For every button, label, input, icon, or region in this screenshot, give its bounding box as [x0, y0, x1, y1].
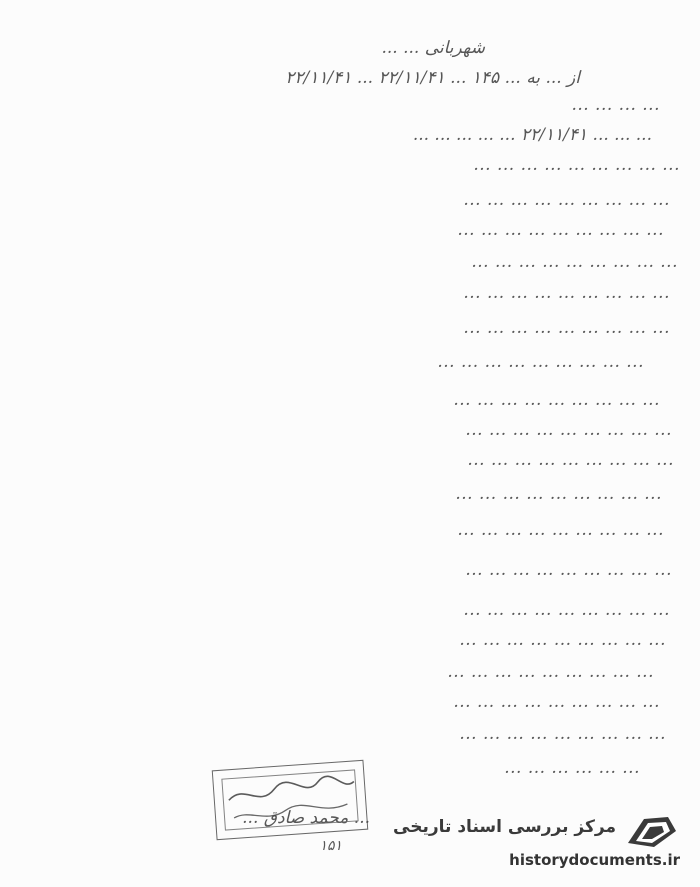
body-line: ... ... ... ... ... ... ... ... ...: [463, 283, 670, 303]
body-line: ... ... ... ... ... ... ... ... ...: [465, 420, 672, 440]
body-line: ... ... ... ... ... ... ... ... ...: [467, 450, 674, 470]
body-line: ... ... ... ... ... ... ... ... ...: [453, 692, 660, 712]
header-line-1: شهربانی ... ...: [381, 38, 485, 58]
body-line: ... ... ... ... ... ... ... ... ...: [447, 662, 654, 682]
body-line: ... ... ... ... ... ... ... ... ...: [473, 155, 680, 175]
body-line: ... ... ... ... ... ... ... ... ...: [459, 630, 666, 650]
body-line: ... ... ... ... ... ... ... ... ...: [471, 252, 678, 272]
body-line: ... ... ... ... ... ... ... ... ...: [465, 560, 672, 580]
archive-logo-icon: [624, 813, 680, 851]
body-line: ... ... ... ... ... ...: [504, 758, 640, 778]
body-line: ... ... ... ... ... ... ... ... ...: [463, 318, 670, 338]
body-line: ... ... ... ... ... ... ... ... ...: [463, 600, 670, 620]
body-line: ... ... ... ... ... ... ... ... ...: [453, 390, 660, 410]
body-line: ... ... ... ... ... ... ... ... ...: [457, 520, 664, 540]
stamp-number: ۱۵۱: [319, 838, 342, 854]
signature-line: ... محمد صادق ...: [242, 808, 370, 828]
watermark-title: مرکز بررسی اسناد تاریخی: [393, 817, 616, 837]
body-line: ... ... ... ...: [571, 95, 660, 115]
body-line: ... ... ... ... ... ... ... ... ...: [437, 352, 644, 372]
body-line: ... ... ... ... ... ... ... ... ...: [463, 190, 670, 210]
watermark-url: historydocuments.ir: [509, 851, 680, 869]
body-line: ... ... ... ... ... ... ... ... ...: [459, 724, 666, 744]
body-line: ... ... ... ... ... ... ... ... ...: [457, 220, 664, 240]
stamp-signature-icon: [213, 761, 367, 839]
watermark: [393, 811, 688, 877]
header-line-2: از ... به ... ۱۴۵ ... ۲۲/۱۱/۴۱ ... ۲۲/۱۱/۴۱: [285, 68, 580, 88]
stamp: [212, 760, 369, 840]
body-line: ... ... ... ... ... ... ... ... ...: [455, 484, 662, 504]
body-line: ... ... ... ۲۲/۱۱/۴۱ ... ... ... ... ...: [412, 125, 652, 145]
